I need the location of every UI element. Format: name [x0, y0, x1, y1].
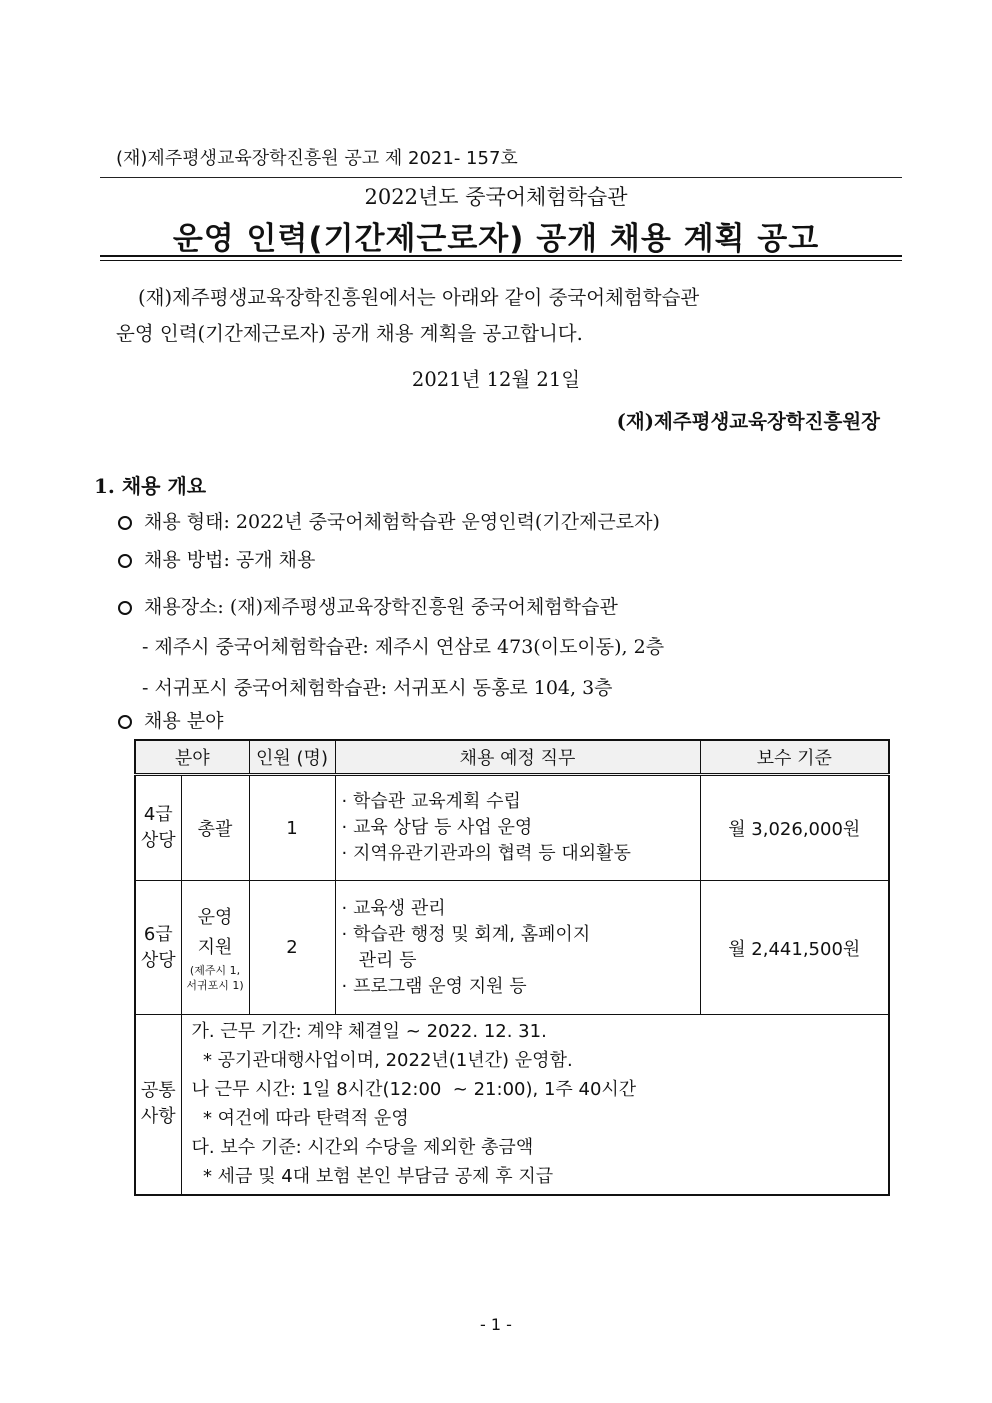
common-label: 사항 [140, 1106, 176, 1128]
count-cell: 1 [249, 775, 335, 881]
table-row-common [135, 1015, 889, 1195]
notice-number: (재)제주평생교육장학진흥원 공고 제 2021- 157호 [116, 148, 518, 169]
grade-cell [135, 775, 181, 881]
pay-cell: 월 2,441,500원 [700, 881, 889, 1015]
place-jeju: - 제주시 중국어체험학습관: 제주시 연삼로 473(이도이동), 2층 [142, 636, 665, 658]
common-line: 다. 보수 기준: 시간외 수당을 제외한 총금액 [191, 1137, 534, 1159]
table-header-row [135, 740, 889, 775]
circle-bullet-icon [118, 715, 132, 729]
common-line: * 공기관대행사업이며, 2022년(1년간) 운영함. [191, 1050, 573, 1072]
common-label: 공통 [140, 1080, 176, 1102]
list-item-text: 채용 방법: 공개 채용 [144, 549, 316, 571]
circle-bullet-icon [118, 601, 132, 615]
issuer: (재)제주평생교육장학진흥원장 [616, 410, 880, 433]
place-seogwipo: - 서귀포시 중국어체험학습관: 서귀포시 동홍로 104, 3층 [142, 677, 613, 699]
header-duty: 채용 예정 직무 [335, 740, 700, 775]
document-subtitle: 2022년도 중국어체험학습관 [364, 185, 628, 209]
list-item-type [118, 507, 660, 534]
grade-text: 상당 [140, 949, 176, 971]
common-content-cell [181, 1015, 889, 1195]
list-item-text: 채용 분야 [144, 710, 224, 732]
common-line: * 세금 및 4대 보험 본인 부담금 공제 후 지급 [191, 1166, 554, 1188]
section-title: 1. 채용 개요 [94, 474, 207, 498]
table-row [135, 881, 889, 1015]
duty-item: · 지역유관기관과의 협력 등 대외활동 [341, 843, 631, 864]
header-pay: 보수 기준 [700, 740, 889, 775]
title-rule [100, 255, 902, 261]
header-count: 인원 (명) [249, 740, 335, 775]
duty-item: · 학습관 행정 및 회계, 홈페이지 [341, 923, 591, 945]
page-number: - 1 - [480, 1315, 512, 1334]
field-note: 서귀포시 1) [186, 978, 244, 992]
recruitment-table [134, 739, 890, 1196]
grade-text: 6급 [143, 923, 173, 945]
field-text: 운영 [197, 906, 233, 928]
duty-item: · 프로그램 운영 지원 등 [341, 975, 527, 997]
count-cell: 2 [249, 881, 335, 1015]
duty-item: · 학습관 교육계획 수립 [341, 791, 521, 812]
header-rule [100, 177, 902, 178]
duty-item: · 교육생 관리 [341, 897, 446, 919]
list-item-field [118, 706, 223, 733]
intro-line-2: 운영 인력(기간제근로자) 공개 채용 계획을 공고합니다. [116, 322, 583, 345]
table-row [135, 775, 889, 881]
circle-bullet-icon [118, 554, 132, 568]
grade-cell [135, 881, 181, 1015]
grade-text: 상당 [140, 830, 176, 851]
common-line: 가. 근무 기간: 계약 체결일 ~ 2022. 12. 31. [191, 1021, 547, 1043]
duty-cell [335, 881, 700, 1015]
pay-cell: 월 3,026,000원 [700, 775, 889, 881]
notice-date: 2021년 12월 21일 [411, 368, 581, 391]
intro-line-1: (재)제주평생교육장학진흥원에서는 아래와 같이 중국어체험학습관 [138, 286, 700, 309]
field-cell: 총괄 [181, 775, 249, 881]
duty-item: 관리 등 [341, 949, 417, 971]
grade-text: 4급 [143, 804, 173, 825]
list-item-place [118, 592, 618, 619]
duty-cell [335, 775, 700, 881]
field-text: 지원 [197, 936, 233, 958]
field-cell [181, 881, 249, 1015]
header-field: 분야 [135, 740, 249, 775]
common-line: 나 근무 시간: 1일 8시간(12:00 ~ 21:00), 1주 40시간 [191, 1079, 637, 1101]
field-note: (제주시 1, [189, 963, 241, 977]
common-label-cell [135, 1015, 181, 1195]
document-title: 운영 인력(기간제근로자) 공개 채용 계획 공고 [172, 221, 820, 257]
list-item-text: 채용 형태: 2022년 중국어체험학습관 운영인력(기간제근로자) [144, 511, 660, 533]
circle-bullet-icon [118, 516, 132, 530]
common-line: * 여건에 따라 탄력적 운영 [191, 1108, 409, 1130]
duty-item: · 교육 상담 등 사업 운영 [341, 817, 533, 838]
list-item-text: 채용장소: (재)제주평생교육장학진흥원 중국어체험학습관 [144, 596, 618, 618]
list-item-method [118, 545, 315, 572]
